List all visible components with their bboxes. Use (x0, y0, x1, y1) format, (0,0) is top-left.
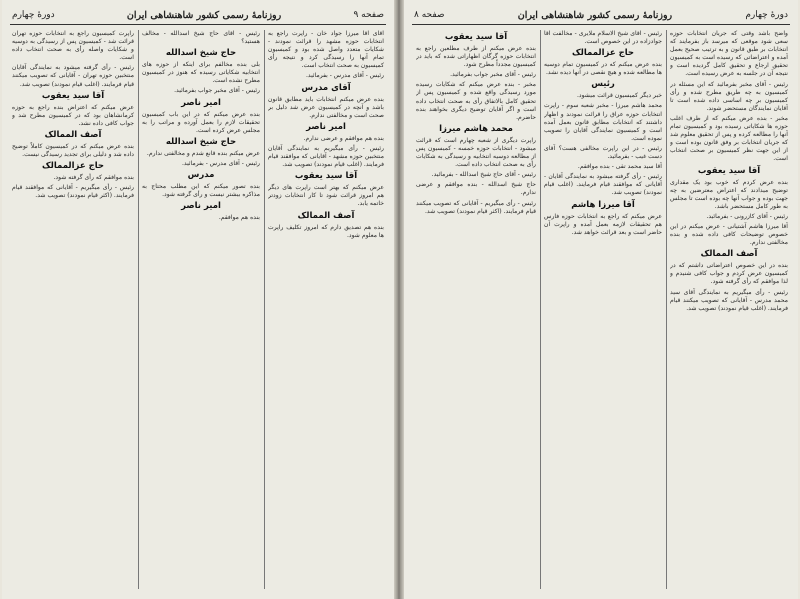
paragraph: رئیس - آقای مخبر بفرمائید که این مسئله در کمیسیون به چه طریق مطرح شده و رأی کمیسیون بر چه اساسی داده شده است تا آقایان نمایندگان مستحضر شوند. (670, 80, 788, 112)
paragraph: بنده تصور میکنم که این مطلب محتاج به مذاکره بیشتر نیست و رأی گرفته شود. (142, 183, 260, 199)
text-column (416, 30, 536, 591)
speaker-heading: آقا سید یعقوب (41, 90, 105, 101)
header-rule (412, 24, 790, 25)
paragraph: بنده هم تصدیق دارم که امروز تکلیف راپرت ها معلوم شود. (268, 223, 384, 239)
paragraph: رئیس - آقای حاج شیخ اسدالله - مخالف هستید؟ (142, 30, 260, 46)
speaker-heading: آقا سید یعقوب (294, 171, 358, 182)
column-divider (138, 30, 139, 589)
paragraph: رئیس - رأی میگیریم به نمایندگی آقای سید محمد مدرس - آقایانی که تصویب میکنند قیام فرمایند. (اغلب قیام نمودند) تصویب شد. (670, 288, 788, 312)
paragraph: رئیس - رأی گرفته میشود به نمایندگی آقایان منتخبین حوزه تهران - آقایانی که تصویب میکنند قیام فرمایند. (اغلب قیام نمودند) تصویب شد. (12, 64, 134, 88)
page-number: صفحه ۹ (353, 10, 384, 20)
paragraph: واضح باشد وقتی که جریان انتخابات حوزه سعی شود موقعی که میرسد باز بفرمایند که انتخابات بر طبق قانون و به ترتیب صحیح بعمل آمده و اعتراضاتی که رسیده است به کمیسیون تحقیق ارجاع و تحقیق کامل گردیده است و نتیجه آن در جلسه به عرض رسیده است. (670, 30, 788, 78)
paragraph: آقا میرزا هاشم آشتیانی - عرض میکنم در این خصوص توضیحات کافی داده شده و بنده مخالفتی ندارم. (670, 222, 788, 247)
speaker-heading: آقا میرزا هاشم (571, 199, 635, 210)
session-label: دورهٔ چهارم (745, 10, 788, 20)
paragraph: بنده عرض میکنم انتخابات باید مطابق قانون باشد و آنچه در کمیسیون عرض شد دلیل بر صحت است و مخالفتی ندارم. (268, 95, 384, 119)
paragraph: بنده عرض میکنم از طرف مطلعین راجع به انتخابات حوزه گرگان اظهاراتی شده که باید در کمیسیون مجدداً مطرح شود. (416, 45, 536, 69)
speaker-heading: آصف الممالک (44, 129, 102, 140)
speaker-heading: آصف الممالک (297, 210, 355, 221)
book-gutter (394, 0, 404, 599)
paragraph: رئیس - آقای مخبر جواب بفرمائید. (174, 87, 260, 95)
paragraph: عرض میکنم که اعتراض بنده راجع به حوزه کرمانشاهان بود که در کمیسیون مطرح شد و جواب کافی داده نشد. (12, 103, 134, 127)
paragraph: راپرت دیگری از شعبه چهارم است که قرائت میشود - انتخابات حوزه خمسه - کمیسیون پس از مطالعه دوسیه انتخابیه و رسیدگی به شکایات رأی به صحت انتخاب داده است. (416, 136, 536, 169)
paragraph: رئیس - رأی میگیریم - آقایانی که تصویب میکنند قیام فرمایند. (اکثر قیام نمودند) تصویب شد. (416, 199, 536, 215)
session-label: دورهٔ چهارم (12, 10, 55, 20)
speaker-heading: امیر ناصر (181, 201, 221, 212)
paragraph: آقا سید محمد تقی - بنده موافقم. (577, 163, 662, 171)
right-page (404, 0, 798, 599)
paragraph: بنده عرض میکنم که در کمیسیون تمام دوسیه ها مطالعه شده و هیچ نقصی در آنها دیده نشد. (544, 61, 662, 77)
paragraph: بنده هم موافقم. (218, 214, 260, 222)
paragraph: بنده عرض کردم که خوب بود یک مقداری توضیح میدادند که اعتراض معترضین به چه جهت بوده و جواب آنها چه بوده است تا مجلس به طور کامل مستحضر باشد. (670, 178, 788, 210)
paragraph: رئیس - آقای کازرونی - بفرمائید. (706, 212, 788, 220)
paragraph: آقای آقا میرزا جواد خان - راپرت راجع به انتخابات حوزه مشهد را قرائت نمودند - شکایات متعدد واصل شده بود و کمیسیون تمام آنها را رسیدگی کرد و نتیجه رأی کمیسیون به صحت انتخاب است. (268, 30, 384, 70)
paragraph: رئیس - رأی میگیریم به نمایندگی آقایان منتخبین حوزه مشهد - آقایانی که موافقند قیام فرمایند. (اغلب قیام نمودند) تصویب شد. (268, 144, 384, 169)
speaker-heading: حاج شیخ اسدالله (165, 48, 237, 59)
speaker-heading: حاج عزالممالک (571, 48, 635, 59)
header-rule (10, 24, 386, 25)
speaker-heading: آقا سید یعقوب (444, 32, 508, 42)
newspaper-title: روزنامهٔ رسمی کشور شاهنشاهی ایران (126, 9, 282, 21)
speaker-heading: آصف الممالک (700, 249, 758, 260)
text-column (12, 30, 134, 591)
text-column (670, 30, 788, 591)
paragraph: بنده هم موافقم و عرضی ندارم. (303, 134, 384, 142)
paragraph: رئیس - رأی گرفته میشود به نمایندگی آقایان - آقایانی که موافقند قیام فرمایند. (اغلب قیام نمودند) تصویب شد. (544, 173, 662, 197)
paragraph: بنده موافقم که رأی گرفته شود. (53, 174, 134, 182)
speaker-heading: مدرس (187, 170, 215, 181)
paragraph: رئیس - آقای شیخ الاسلام ملایری - مخالفت آقا جوادزاده در این خصوص است. (544, 30, 662, 46)
column-divider (540, 30, 541, 589)
newspaper-title: روزنامهٔ رسمی کشور شاهنشاهی ایران (517, 9, 673, 21)
paragraph: بنده عرض میکنم که در این باب کمیسیون تحقیقات لازم را بعمل آورده و مراتب را به مجلس عرض کرده است. (142, 110, 260, 134)
speaker-heading: امیر ناصر (181, 97, 221, 108)
column-divider (666, 30, 667, 589)
paragraph: رئیس - آقای حاج شیخ اسدالله - بفرمائید. (431, 171, 536, 179)
text-column (268, 30, 384, 591)
paragraph: مخبر - بنده عرض میکنم که از طرف اغلب حوزه ها شکایاتی رسیده بود و کمیسیون تمام آنها را مطالعه کرده و پس از تحقیق معلوم شد که جریان انتخابات بر وفق قانون بوده است و از این جهت نظر کمیسیون بر صحت انتخاب است. (670, 114, 788, 163)
page-number: صفحه ۸ (414, 10, 445, 20)
text-column (142, 30, 260, 591)
speaker-heading: حاج شیخ اسدالله (165, 136, 237, 147)
paragraph: بلی بنده مخالفم برای اینکه از حوزه های انتخابیه شکایاتی رسیده که هنوز در کمیسیون مطرح نشده است. (142, 61, 260, 85)
paragraph: عرض میکنم که بهتر است راپرت های دیگر هم امروز قرائت شود تا کار انتخابات زودتر خاتمه یابد. (268, 184, 384, 208)
speaker-heading: آقای مدرس (301, 82, 351, 93)
paragraph: راپرت کمیسیون راجع به انتخابات حوزه تهران قرائت شد - کمیسیون پس از رسیدگی به دوسیه و شکایات واصله رأی به صحت انتخاب داده است. (12, 30, 134, 62)
speaker-heading: حاج عزالممالک (41, 161, 105, 172)
paragraph: بنده در این خصوص اعتراضاتی داشتم که در کمیسیون عرض کردم و جواب کافی شنیدم و لذا موافقم که رأی گرفته شود. (670, 262, 788, 286)
paragraph: رئیس - آقای مخبر جواب بفرمائید. (450, 71, 536, 79)
speaker-heading: محمد هاشم میرزا (439, 123, 513, 134)
left-page (2, 0, 394, 599)
paragraph: عرض میکنم بنده قانع شدم و مخالفتی ندارم. (146, 149, 260, 157)
paragraph: محمد هاشم میرزا - مخبر شعبه سوم - راپرت انتخابات حوزه عراق را قرائت نمودند و اظهار داشتند که انتخابات مطابق قانون بعمل آمده است و کمیسیون نمایندگی آقایان را تصویب نموده است. (544, 102, 662, 142)
column-divider (264, 30, 265, 589)
paragraph: خبر دیگر کمیسیون قرائت میشود. (576, 92, 662, 100)
speaker-heading: رئیس (591, 79, 615, 90)
speaker-heading: آقا سید یعقوب (697, 165, 761, 176)
paragraph: رئیس - در این راپرت مخالفی هست؟ آقای دست غیب - بفرمائید. (544, 144, 662, 161)
paragraph: حاج شیخ اسدالله - بنده موافقم و عرضی ندارم. (416, 181, 536, 197)
page-header (12, 8, 384, 22)
paragraph: رئیس - رأی میگیریم - آقایانی که موافقند قیام فرمایند. (اکثر قیام نمودند) تصویب شد. (12, 184, 134, 200)
text-column (544, 30, 662, 591)
paragraph: رئیس - آقای مدرس - بفرمائید. (305, 72, 384, 80)
speaker-heading: امیر ناصر (306, 121, 346, 132)
paragraph: مخبر - بنده عرض میکنم که شکایات رسیده مورد رسیدگی واقع شده و کمیسیون پس از تحقیق کامل بالاتفاق رأی به صحت انتخاب داده است و اگر آقایان توضیح دیگری بخواهند بنده حاضرم. (416, 81, 536, 121)
paragraph: رئیس - آقای مدرس - بفرمائید. (181, 159, 260, 167)
page-header (414, 8, 788, 22)
paragraph: عرض میکنم که راجع به انتخابات حوزه فارس هم تحقیقات لازمه بعمل آمده و راپرت آن حاضر است و بعد قرائت خواهد شد. (544, 212, 662, 236)
paragraph: بنده عرض میکنم که در کمیسیون کاملاً توضیح داده شد و دلیلی برای تجدید رسیدگی نیست. (12, 142, 134, 159)
